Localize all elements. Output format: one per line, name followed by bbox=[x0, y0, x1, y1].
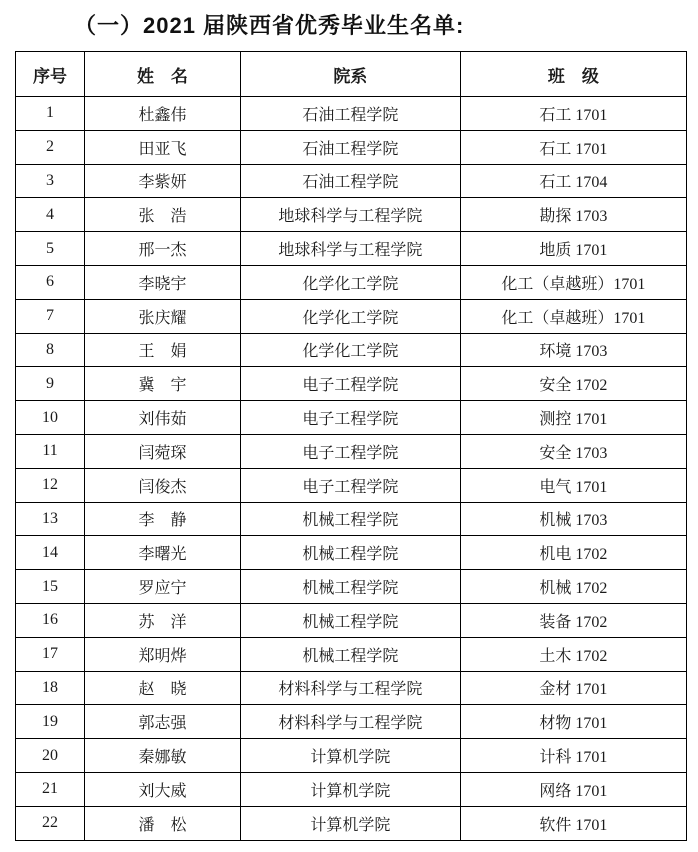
cell-class: 地质 1701 bbox=[460, 232, 686, 266]
table-row bbox=[16, 705, 687, 739]
cell-department: 机械工程学院 bbox=[240, 637, 460, 671]
cell-class: 安全 1702 bbox=[460, 367, 686, 401]
cell-student-name: 王 娟 bbox=[85, 333, 241, 367]
table-row bbox=[16, 570, 687, 604]
cell-student-name: 冀 宇 bbox=[85, 367, 241, 401]
cell-class: 电气 1701 bbox=[460, 468, 686, 502]
table-row bbox=[16, 164, 687, 198]
table-row bbox=[16, 468, 687, 502]
table-row bbox=[16, 130, 687, 164]
cell-department: 化学化工学院 bbox=[240, 299, 460, 333]
table-row bbox=[16, 806, 687, 840]
cell-student-name: 郑明烨 bbox=[85, 637, 241, 671]
cell-serial-number: 22 bbox=[16, 806, 85, 840]
table-row bbox=[16, 367, 687, 401]
cell-department: 材料科学与工程学院 bbox=[240, 671, 460, 705]
cell-student-name: 闫俊杰 bbox=[85, 468, 241, 502]
cell-serial-number: 15 bbox=[16, 570, 85, 604]
cell-department: 计算机学院 bbox=[240, 739, 460, 773]
cell-class: 机械 1702 bbox=[460, 570, 686, 604]
cell-department: 材料科学与工程学院 bbox=[240, 705, 460, 739]
cell-class: 化工（卓越班）1701 bbox=[460, 265, 686, 299]
cell-class: 机电 1702 bbox=[460, 536, 686, 570]
cell-department: 电子工程学院 bbox=[240, 367, 460, 401]
header-serial-number: 序号 bbox=[16, 52, 85, 97]
cell-class: 环境 1703 bbox=[460, 333, 686, 367]
cell-student-name: 李紫妍 bbox=[85, 164, 241, 198]
cell-student-name: 罗应宁 bbox=[85, 570, 241, 604]
cell-serial-number: 3 bbox=[16, 164, 85, 198]
table-header-row bbox=[16, 52, 687, 97]
table-row bbox=[16, 97, 687, 131]
cell-class: 勘探 1703 bbox=[460, 198, 686, 232]
cell-department: 石油工程学院 bbox=[240, 164, 460, 198]
cell-serial-number: 2 bbox=[16, 130, 85, 164]
table-row bbox=[16, 603, 687, 637]
cell-student-name: 潘 松 bbox=[85, 806, 241, 840]
cell-department: 地球科学与工程学院 bbox=[240, 198, 460, 232]
cell-serial-number: 18 bbox=[16, 671, 85, 705]
cell-student-name: 李晓宇 bbox=[85, 265, 241, 299]
cell-department: 化学化工学院 bbox=[240, 333, 460, 367]
cell-serial-number: 12 bbox=[16, 468, 85, 502]
cell-class: 装备 1702 bbox=[460, 603, 686, 637]
cell-department: 电子工程学院 bbox=[240, 401, 460, 435]
cell-serial-number: 16 bbox=[16, 603, 85, 637]
cell-serial-number: 1 bbox=[16, 97, 85, 131]
cell-serial-number: 11 bbox=[16, 434, 85, 468]
cell-serial-number: 5 bbox=[16, 232, 85, 266]
cell-student-name: 张庆耀 bbox=[85, 299, 241, 333]
header-class: 班 级 bbox=[460, 52, 686, 97]
table-row bbox=[16, 502, 687, 536]
cell-class: 软件 1701 bbox=[460, 806, 686, 840]
table-row bbox=[16, 772, 687, 806]
cell-serial-number: 8 bbox=[16, 333, 85, 367]
cell-class: 化工（卓越班）1701 bbox=[460, 299, 686, 333]
cell-student-name: 刘伟茹 bbox=[85, 401, 241, 435]
cell-class: 材物 1701 bbox=[460, 705, 686, 739]
table-row bbox=[16, 739, 687, 773]
cell-department: 化学化工学院 bbox=[240, 265, 460, 299]
page-title: （一）2021 届陕西省优秀毕业生名单: bbox=[74, 13, 465, 38]
cell-student-name: 苏 洋 bbox=[85, 603, 241, 637]
cell-department: 机械工程学院 bbox=[240, 536, 460, 570]
cell-serial-number: 20 bbox=[16, 739, 85, 773]
cell-student-name: 邢一杰 bbox=[85, 232, 241, 266]
header-student-name: 姓 名 bbox=[85, 52, 241, 97]
cell-class: 石工 1701 bbox=[460, 130, 686, 164]
cell-serial-number: 9 bbox=[16, 367, 85, 401]
table-row bbox=[16, 265, 687, 299]
cell-serial-number: 10 bbox=[16, 401, 85, 435]
table-row bbox=[16, 637, 687, 671]
cell-serial-number: 6 bbox=[16, 265, 85, 299]
table-row bbox=[16, 198, 687, 232]
cell-department: 机械工程学院 bbox=[240, 570, 460, 604]
cell-department: 机械工程学院 bbox=[240, 603, 460, 637]
cell-student-name: 田亚飞 bbox=[85, 130, 241, 164]
cell-department: 计算机学院 bbox=[240, 806, 460, 840]
cell-department: 地球科学与工程学院 bbox=[240, 232, 460, 266]
cell-student-name: 杜鑫伟 bbox=[85, 97, 241, 131]
cell-student-name: 张 浩 bbox=[85, 198, 241, 232]
table-row bbox=[16, 401, 687, 435]
table-row bbox=[16, 536, 687, 570]
table-row bbox=[16, 434, 687, 468]
cell-student-name: 刘大威 bbox=[85, 772, 241, 806]
cell-serial-number: 4 bbox=[16, 198, 85, 232]
graduates-table bbox=[15, 51, 687, 841]
table-row bbox=[16, 232, 687, 266]
cell-student-name: 赵 晓 bbox=[85, 671, 241, 705]
cell-serial-number: 7 bbox=[16, 299, 85, 333]
cell-class: 金材 1701 bbox=[460, 671, 686, 705]
cell-class: 计科 1701 bbox=[460, 739, 686, 773]
cell-class: 石工 1704 bbox=[460, 164, 686, 198]
cell-department: 石油工程学院 bbox=[240, 97, 460, 131]
cell-department: 机械工程学院 bbox=[240, 502, 460, 536]
header-department: 院系 bbox=[240, 52, 460, 97]
cell-serial-number: 14 bbox=[16, 536, 85, 570]
cell-department: 电子工程学院 bbox=[240, 434, 460, 468]
cell-class: 安全 1703 bbox=[460, 434, 686, 468]
cell-serial-number: 19 bbox=[16, 705, 85, 739]
cell-department: 电子工程学院 bbox=[240, 468, 460, 502]
cell-student-name: 闫菀琛 bbox=[85, 434, 241, 468]
cell-class: 网络 1701 bbox=[460, 772, 686, 806]
cell-department: 计算机学院 bbox=[240, 772, 460, 806]
cell-department: 石油工程学院 bbox=[240, 130, 460, 164]
cell-serial-number: 13 bbox=[16, 502, 85, 536]
cell-student-name: 秦娜敏 bbox=[85, 739, 241, 773]
cell-class: 机械 1703 bbox=[460, 502, 686, 536]
cell-student-name: 李 静 bbox=[85, 502, 241, 536]
cell-student-name: 李曙光 bbox=[85, 536, 241, 570]
cell-class: 石工 1701 bbox=[460, 97, 686, 131]
table-row bbox=[16, 671, 687, 705]
table-row bbox=[16, 333, 687, 367]
cell-class: 测控 1701 bbox=[460, 401, 686, 435]
cell-student-name: 郭志强 bbox=[85, 705, 241, 739]
cell-serial-number: 17 bbox=[16, 637, 85, 671]
cell-serial-number: 21 bbox=[16, 772, 85, 806]
cell-class: 土木 1702 bbox=[460, 637, 686, 671]
table-row bbox=[16, 299, 687, 333]
